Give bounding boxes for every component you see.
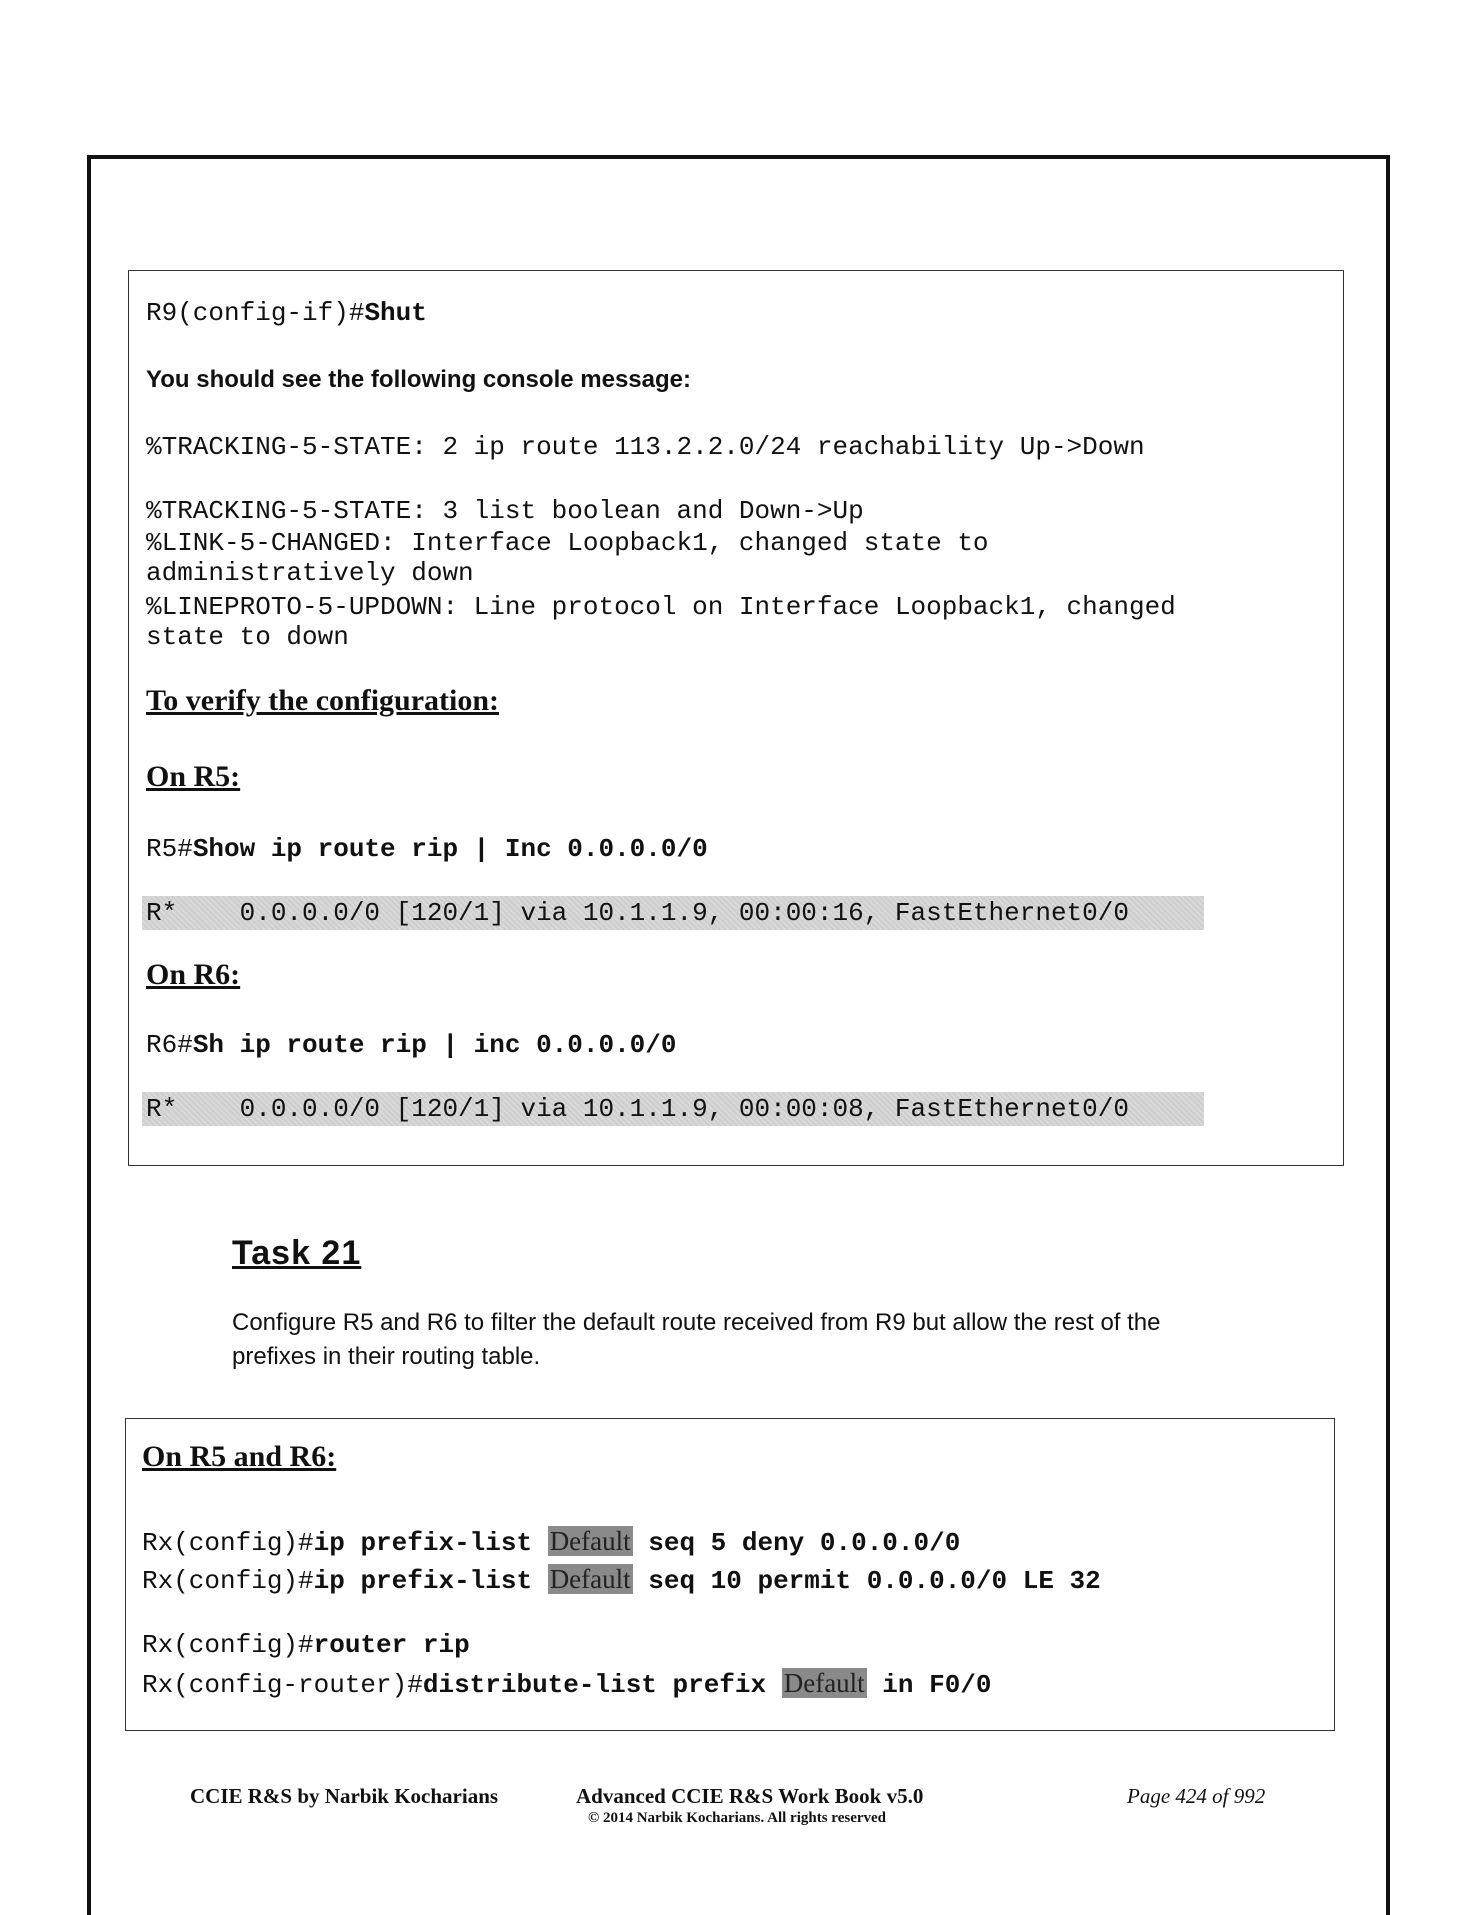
config-line-router-rip: Rx(config)#router rip [142,1630,470,1660]
console-msg-link-changed-cont: administratively down [146,558,474,588]
console-msg-lineproto-cont: state to down [146,622,349,652]
footer-book-title: Advanced CCIE R&S Work Book v5.0 [576,1784,924,1808]
console-msg-tracking-3: %TRACKING-5-STATE: 3 list boolean and Down->Up [146,496,864,526]
console-msg-tracking-2: %TRACKING-5-STATE: 2 ip route 113.2.2.0/24 reachability Up->Down [146,432,1145,462]
r5-r6-heading: On R5 and R6: [142,1440,337,1473]
verify-heading: To verify the configuration: [146,684,500,717]
r9-shut-command: R9(config-if)#Shut [146,298,427,328]
r6-route-output: R* 0.0.0.0/0 [120/1] via 10.1.1.9, 00:00:08, FastEthernet0/0 [146,1094,1129,1124]
r6-show-command: R6#Sh ip route rip | inc 0.0.0.0/0 [146,1030,677,1060]
r6-heading: On R6: [146,958,241,991]
footer-copyright: © 2014 Narbik Kocharians. All rights reserved [588,1810,887,1826]
console-intro: You should see the following console message: [146,366,691,393]
task-description-line1: Configure R5 and R6 to filter the default route received from R9 but allow the rest of the [232,1309,1161,1336]
config-line-prefix-permit: Rx(config)#ip prefix-list Default seq 10 permit 0.0.0.0/0 LE 32 [142,1564,1101,1596]
r5-show-command: R5#Show ip route rip | Inc 0.0.0.0/0 [146,834,708,864]
footer-page-number: Page 424 of 992 [1127,1784,1266,1808]
r5-heading: On R5: [146,760,241,793]
config-line-distribute-list: Rx(config-router)#distribute-list prefix Default in F0/0 [142,1668,992,1700]
prefix-list-name-highlight: Default [549,1564,631,1594]
task-description-line2: prefixes in their routing table. [232,1343,541,1370]
config-line-prefix-deny: Rx(config)#ip prefix-list Default seq 5 deny 0.0.0.0/0 [142,1526,961,1558]
task-title: Task 21 [232,1234,362,1272]
prefix-list-name-highlight: Default [783,1668,865,1698]
footer-author: CCIE R&S by Narbik Kocharians [190,1784,499,1808]
prefix-list-name-highlight: Default [549,1526,631,1556]
console-msg-lineproto: %LINEPROTO-5-UPDOWN: Line protocol on Interface Loopback1, changed [146,592,1176,622]
r5-route-output: R* 0.0.0.0/0 [120/1] via 10.1.1.9, 00:00:16, FastEthernet0/0 [146,898,1129,928]
console-msg-link-changed: %LINK-5-CHANGED: Interface Loopback1, changed state to [146,528,989,558]
